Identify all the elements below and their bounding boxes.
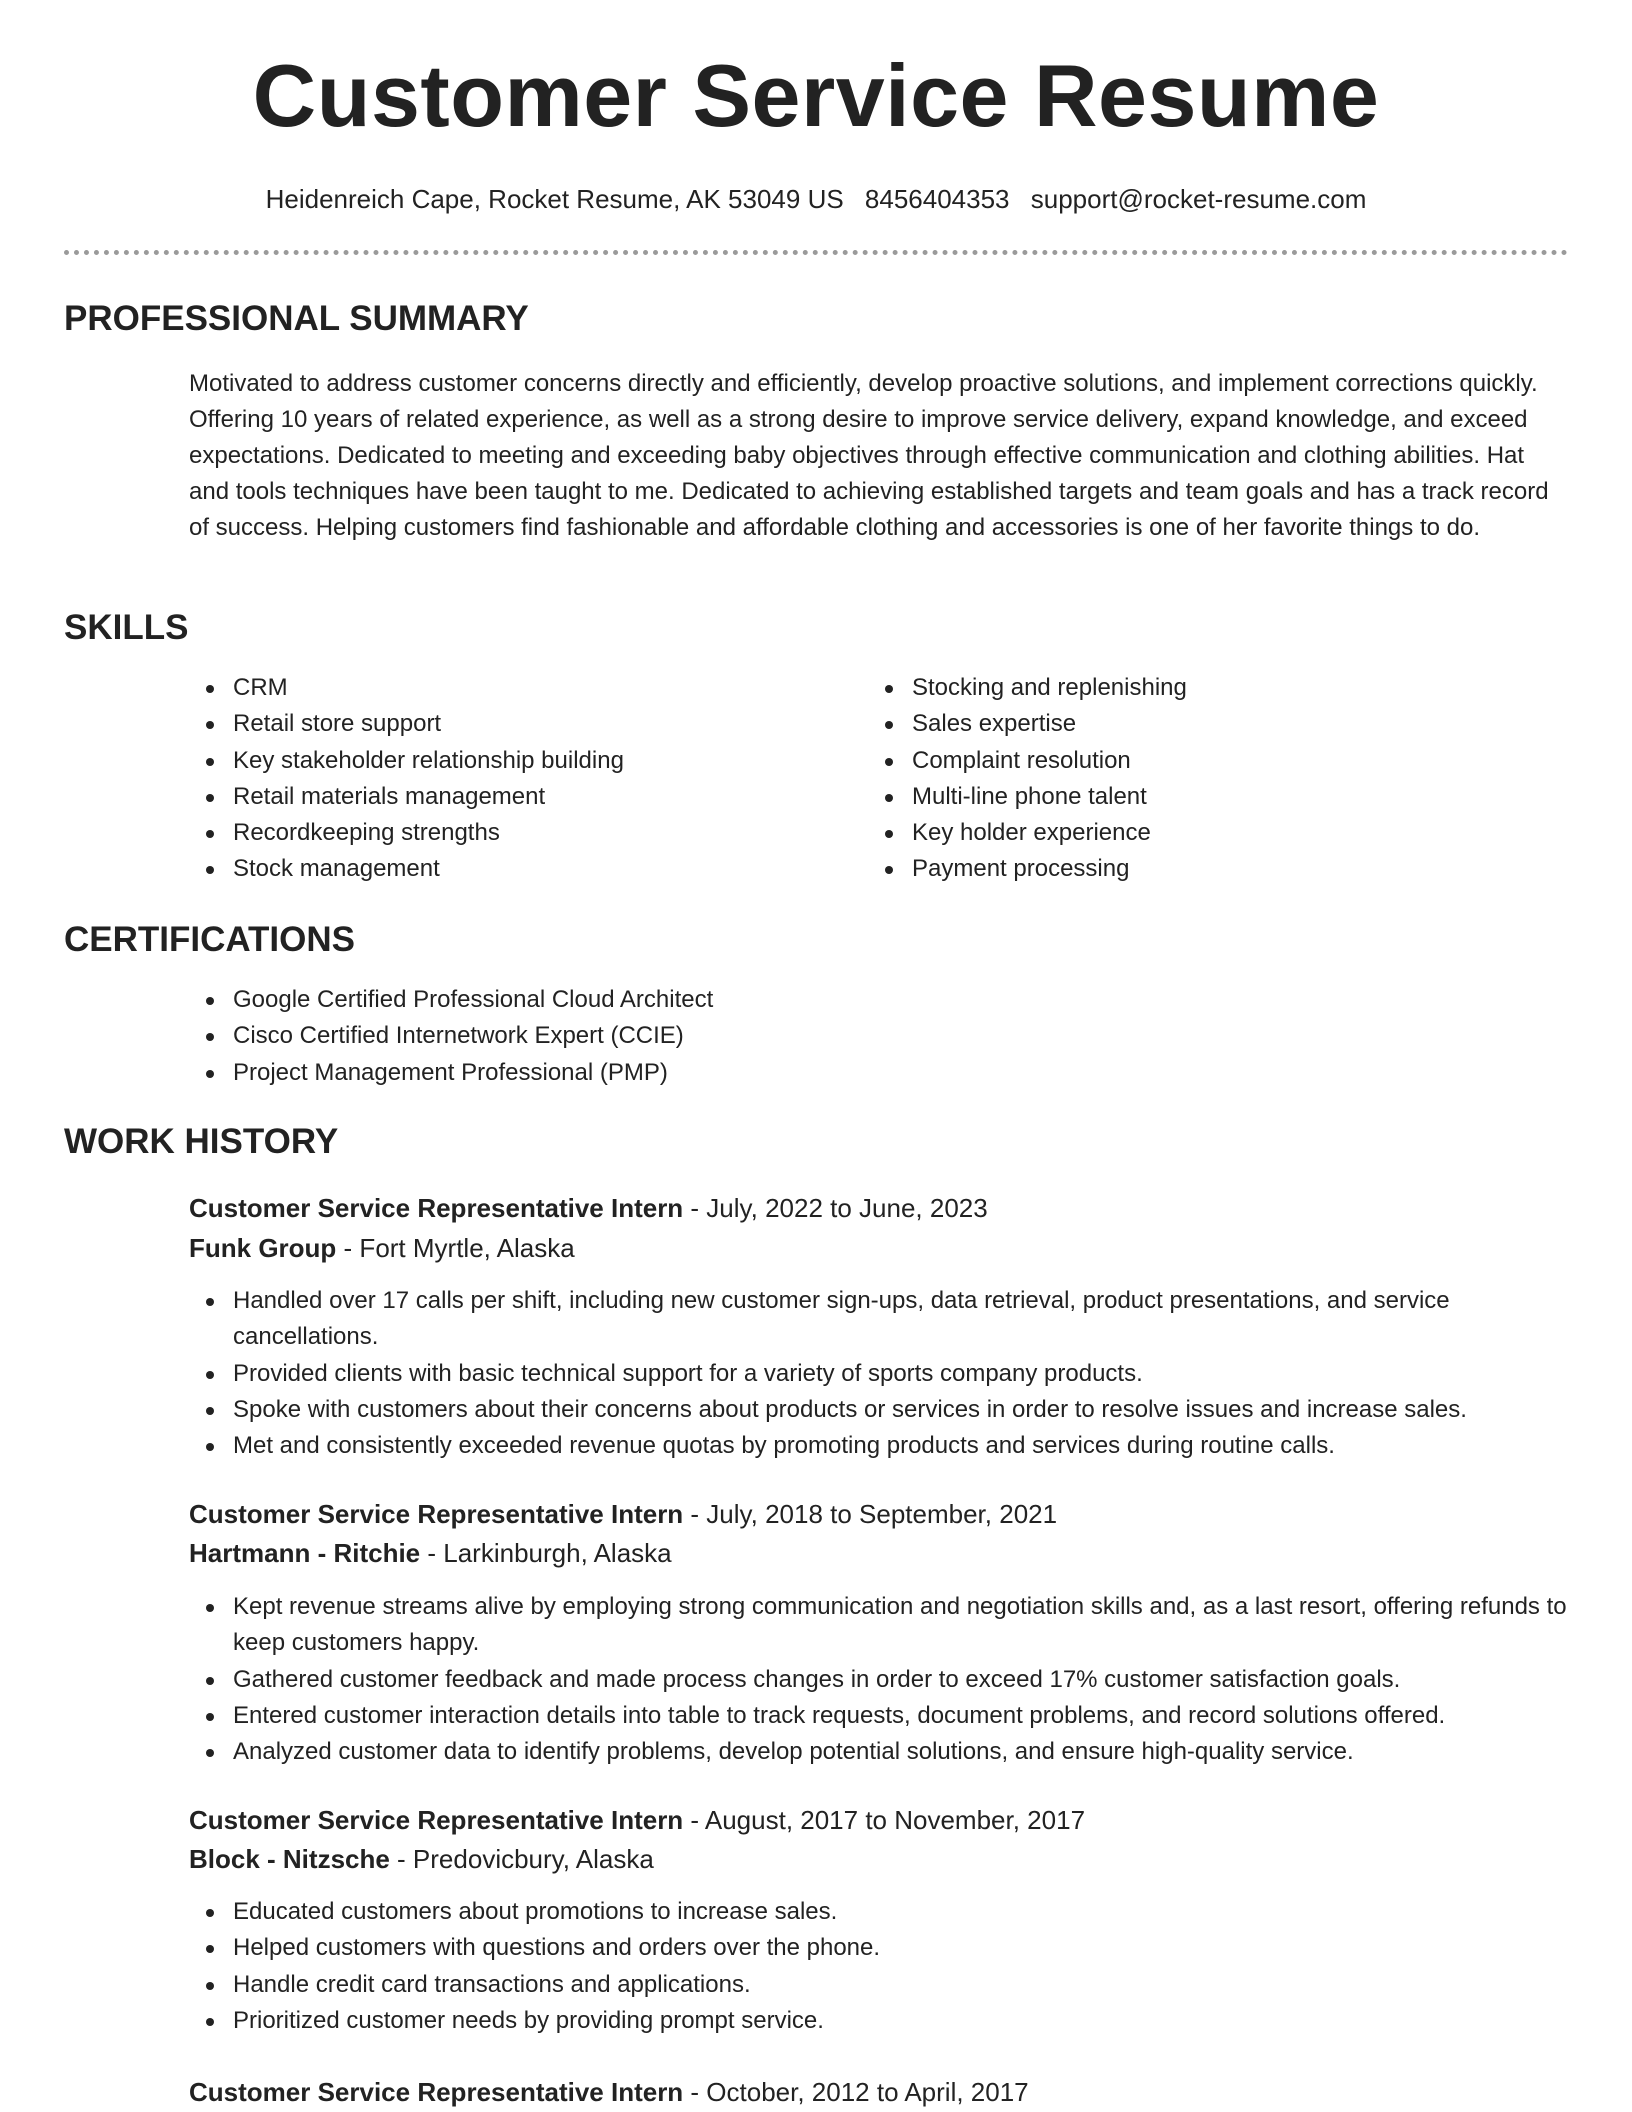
section-title-summary: PROFESSIONAL SUMMARY — [64, 299, 529, 338]
list-item: Handled over 17 calls per shift, including new customer sign-ups, data retrieval, product presentations, and service cancellations. — [189, 1283, 1569, 1356]
summary-text: Motivated to address customer concerns directly and efficiently, develop proactive solutions, and implement corrections quickly. Offering 10 years of related experience, as well as a strong desire to improve service delivery, expand knowledge, and exceed expectations. Dedicated to meeting and exceeding baby objectives through effective communication and clothing abilities. Hat and tools techniques have been taught to me. Dedicated to achieving established targets and team goals and has a track record of success. Helping customers find fashionable and affordable clothing and accessories is one of her favorite things to do. — [189, 370, 1549, 541]
list-item: Sales expertise — [868, 706, 1468, 742]
job-company: Block - Nitzsche — [189, 1844, 390, 1874]
list-item: Helped customers with questions and orders over the phone. — [189, 1930, 1569, 1966]
skills-list-right — [868, 670, 1468, 888]
list-item: Retail materials management — [189, 779, 789, 815]
list-item: Multi-line phone talent — [868, 779, 1468, 815]
list-item: Google Certified Professional Cloud Architect — [189, 982, 1389, 1018]
address: Heidenreich Cape, Rocket Resume, AK 53049 US — [265, 184, 844, 214]
list-item: Payment processing — [868, 851, 1468, 887]
job-bullets — [189, 1283, 1569, 1464]
job-bullets — [189, 1894, 1569, 2039]
job-title-line — [189, 1804, 1085, 1836]
list-item: Gathered customer feedback and made process changes in order to exceed 17% customer satisfaction goals. — [189, 1662, 1569, 1698]
list-item: Stock management — [189, 851, 789, 887]
list-item: CRM — [189, 670, 789, 706]
job-company: Hartmann - Ritchie — [189, 1538, 421, 1568]
list-item: Complaint resolution — [868, 743, 1468, 779]
list-item: Key stakeholder relationship building — [189, 743, 789, 779]
job-role: Customer Service Representative Intern — [189, 2077, 684, 2107]
list-item: Prioritized customer needs by providing prompt service. — [189, 2003, 1569, 2039]
job-title-line — [189, 2076, 1029, 2108]
dotted-divider — [64, 250, 1568, 255]
job-location: - Larkinburgh, Alaska — [420, 1538, 672, 1568]
email: support@rocket-resume.com — [1030, 184, 1367, 214]
list-item: Provided clients with basic technical support for a variety of sports company products. — [189, 1356, 1569, 1392]
list-item: Key holder experience — [868, 815, 1468, 851]
job-dates: - October, 2012 to April, 2017 — [683, 2077, 1029, 2107]
job-location: - Predovicbury, Alaska — [389, 1844, 654, 1874]
section-title-work-history: WORK HISTORY — [64, 1122, 339, 1161]
list-item: Stocking and replenishing — [868, 670, 1468, 706]
job-company: Funk Group — [189, 1233, 337, 1263]
list-item: Analyzed customer data to identify problems, develop potential solutions, and ensure high-quality service. — [189, 1734, 1569, 1770]
list-item: Project Management Professional (PMP) — [189, 1055, 1389, 1091]
section-title-certifications: CERTIFICATIONS — [64, 920, 356, 959]
list-item: Spoke with customers about their concerns about products or services in order to resolve issues and increase sales. — [189, 1392, 1569, 1428]
list-item: Handle credit card transactions and applications. — [189, 1967, 1569, 2003]
list-item: Recordkeeping strengths — [189, 815, 789, 851]
job-dates: - August, 2017 to November, 2017 — [683, 1805, 1086, 1835]
section-title-skills: SKILLS — [64, 608, 189, 647]
job-title-line — [189, 1498, 1057, 1530]
list-item: Met and consistently exceeded revenue quotas by promoting products and services during routine calls. — [189, 1428, 1569, 1464]
job-role: Customer Service Representative Intern — [189, 1805, 684, 1835]
job-company-line — [189, 1843, 654, 1875]
phone: 8456404353 — [864, 184, 1010, 214]
list-item: Educated customers about promotions to increase sales. — [189, 1894, 1569, 1930]
job-role: Customer Service Representative Intern — [189, 1499, 684, 1529]
list-item: Entered customer interaction details into table to track requests, document problems, and record solutions offered. — [189, 1698, 1569, 1734]
job-company-line — [189, 1232, 575, 1264]
job-dates: - July, 2018 to September, 2021 — [683, 1499, 1058, 1529]
skills-list-left — [189, 670, 789, 888]
job-bullets — [189, 1589, 1569, 1770]
certifications-list — [189, 982, 1389, 1091]
contact-line — [0, 183, 1632, 215]
list-item: Kept revenue streams alive by employing strong communication and negotiation skills and, as a last resort, offering refunds to keep customers happy. — [189, 1589, 1569, 1662]
job-dates: - July, 2022 to June, 2023 — [683, 1193, 988, 1223]
job-role: Customer Service Representative Intern — [189, 1193, 684, 1223]
list-item: Retail store support — [189, 706, 789, 742]
job-company-line — [189, 1537, 672, 1569]
list-item: Cisco Certified Internetwork Expert (CCIE) — [189, 1018, 1389, 1054]
resume-title: Customer Service Resume — [252, 46, 1380, 145]
job-location: - Fort Myrtle, Alaska — [336, 1233, 575, 1263]
job-title-line — [189, 1192, 988, 1224]
